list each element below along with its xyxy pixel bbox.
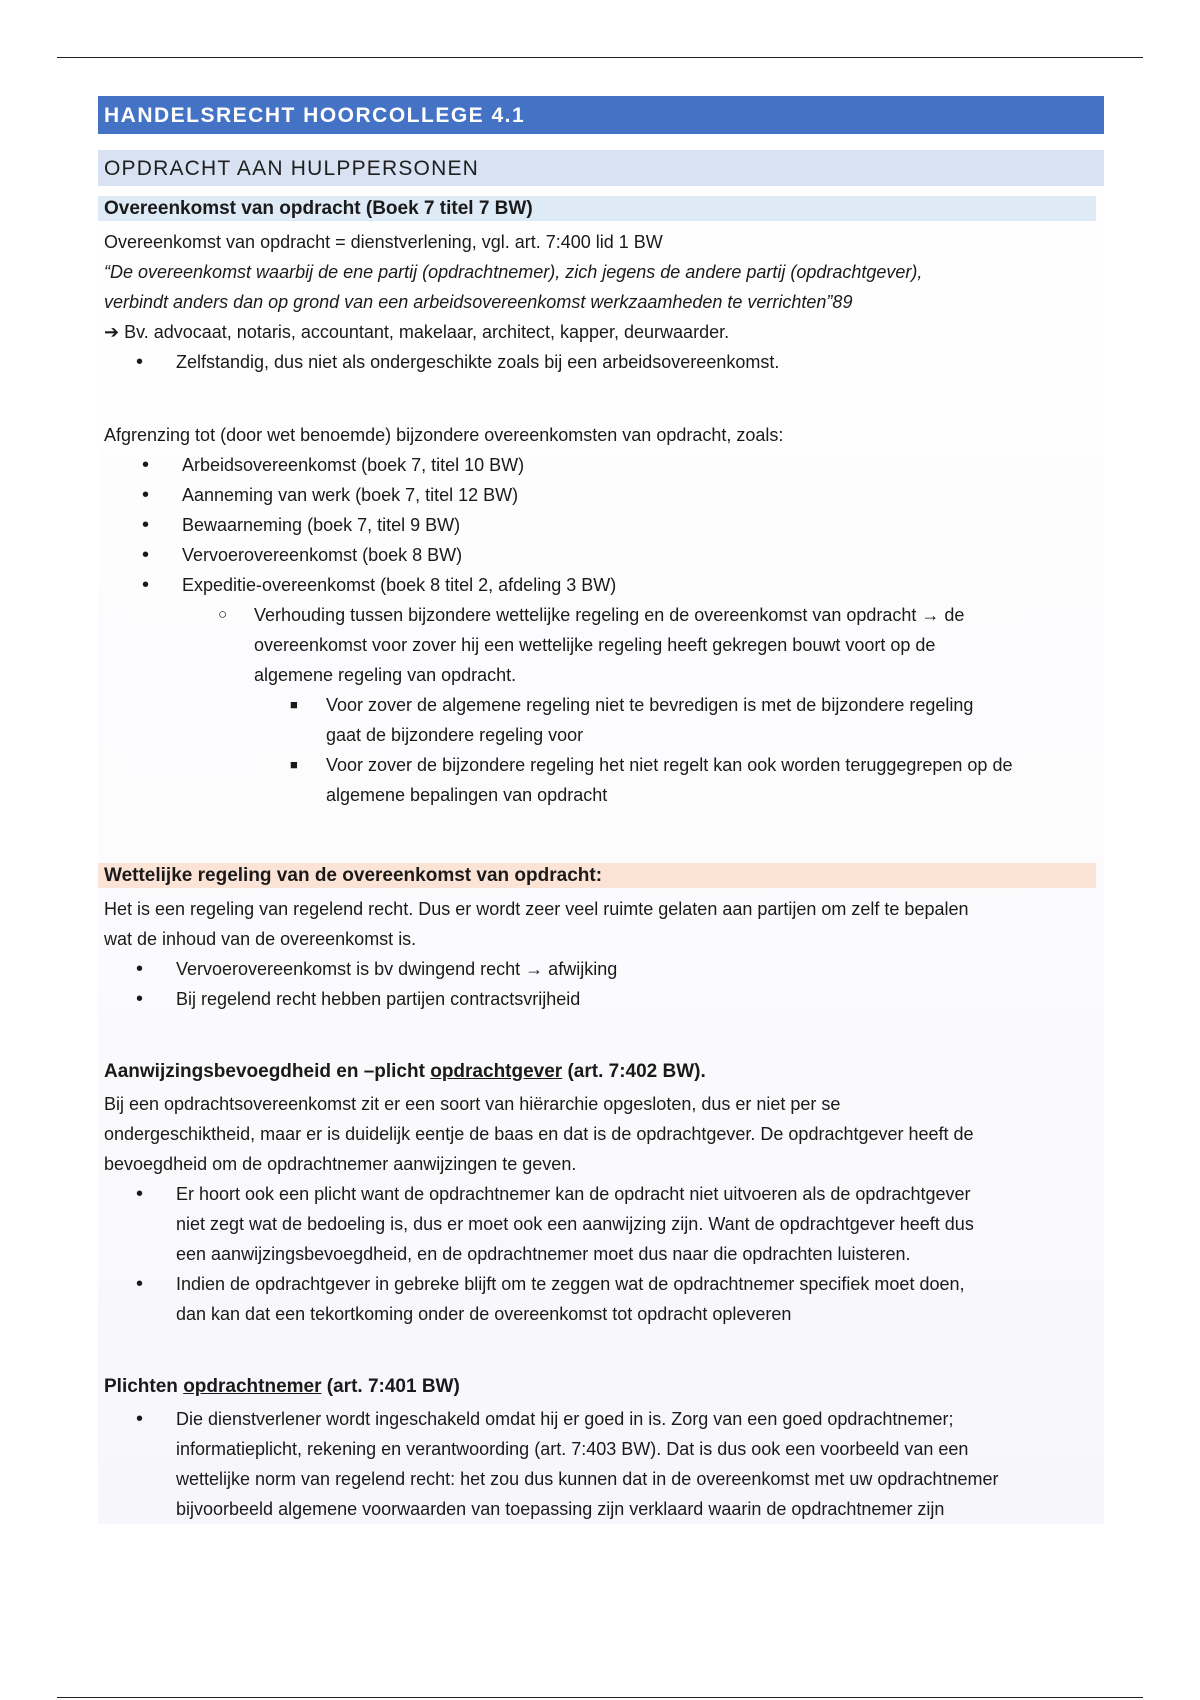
list-item: • Zelfstandig, dus niet als ondergeschikte zoals bij een arbeidsovereenkomst. [98,347,1104,377]
sub-list-item-cont: overeenkomst voor zover hij een wettelijke regeling heeft gekregen bouwt voort op de [254,635,936,655]
circle-bullet-icon: ○ [218,606,228,623]
list-item: • Aanneming van werk (boek 7, titel 12 BW) [98,480,1104,510]
bottom-rule [57,1697,1143,1698]
square-bullet-icon: ■ [290,697,298,712]
list-item-cont: een aanwijzingsbevoegdheid, en de opdrachtnemer moet dus naar die opdrachten luisteren. [176,1244,911,1264]
bullet-icon: • [136,351,144,373]
heading-aanwijzingsbevoegdheid: Aanwijzingsbevoegdheid en –plicht opdrachtgever (art. 7:402 BW). [104,1061,706,1082]
section-title: OPDRACHT AAN HULPPERSONEN [98,150,1104,186]
list-item: • Vervoerovereenkomst (boek 8 BW) [98,540,1104,570]
examples-line: ➔ Bv. advocaat, notaris, accountant, makelaar, architect, kapper, deurwaarder. [104,322,730,342]
list-item-cont: bijvoorbeeld algemene voorwaarden van toepassing zijn verklaard waarin de opdrachtnemer zijn [176,1499,945,1519]
list-item-cont: informatieplicht, rekening en verantwoording (art. 7:403 BW). Dat is dus ook een voorbeeld van een [176,1439,969,1459]
bijzondere-overeenkomsten-list [98,450,1104,810]
bullet-icon: • [136,1408,144,1430]
list-item-cont: wettelijke norm van regelend recht: het zou dus kunnen dat in de overeenkomst met uw opdrachtnemer [176,1469,999,1489]
document-page [98,96,1104,1524]
quote-line: verbindt anders dan op grond van een arbeidsovereenkomst werkzaamheden te verrichten”89 [104,292,853,312]
bullet-icon: • [142,574,150,596]
paragraph-line: ondergeschiktheid, maar er is duidelijk eentje de baas en dat is de opdrachtgever. De opdrachtgever heeft de [104,1124,974,1144]
list-item-cont: dan kan dat een tekortkoming onder de overeenkomst tot opdracht opleveren [176,1304,792,1324]
quote-line: “De overeenkomst waarbij de ene partij (opdrachtnemer), zich jegens de andere partij (opdrachtgever), [104,262,923,282]
list-item-cont: niet zegt wat de bedoeling is, dus er moet ook een aanwijzing zijn. Want de opdrachtgever heeft dus [176,1214,974,1234]
bullet-icon: • [136,958,144,980]
top-rule [57,57,1143,58]
bullet-icon: • [142,484,150,506]
heading-plichten-opdrachtnemer: Plichten opdrachtnemer (art. 7:401 BW) [104,1376,460,1397]
bullet-list [98,1179,1104,1329]
afgrenzing-intro: Afgrenzing tot (door wet benoemde) bijzondere overeenkomsten van opdracht, zoals: [104,425,784,445]
sub-list-item-cont: algemene regeling van opdracht. [254,665,517,685]
list-item: • Expeditie-overeenkomst (boek 8 titel 2, afdeling 3 BW) [98,570,1104,600]
bullet-list [98,1404,1104,1524]
bullet-icon: • [136,988,144,1010]
subsub-list-item-cont: gaat de bijzondere regeling voor [326,725,584,745]
list-item: • Vervoerovereenkomst is bv dwingend recht → afwijking [98,954,1104,984]
list-item: • Er hoort ook een plicht want de opdrachtnemer kan de opdracht niet uitvoeren als de opdrachtgever [98,1179,1104,1209]
paragraph-line: bevoegdheid om de opdrachtnemer aanwijzingen te geven. [104,1154,577,1174]
subsub-list-item: ■ Voor zover de algemene regeling niet te bevredigen is met de bijzondere regeling [98,690,1104,720]
document-title: HANDELSRECHT HOORCOLLEGE 4.1 [98,96,1104,134]
subsub-list-item-cont: algemene bepalingen van opdracht [326,785,608,805]
bullet-icon: • [142,544,150,566]
bullet-icon: • [142,514,150,536]
heading-overeenkomst-van-opdracht: Overeenkomst van opdracht (Boek 7 titel 7 BW) [98,196,1096,221]
bullet-list [98,954,1104,1014]
sub-list-item: ○ Verhouding tussen bijzondere wettelijke regeling en de overeenkomst van opdracht → de [98,600,1104,630]
list-item: • Bij regelend recht hebben partijen contractsvrijheid [98,984,1104,1014]
heading-wettelijke-regeling: Wettelijke regeling van de overeenkomst van opdracht: [98,863,1096,888]
bullet-icon: • [136,1183,144,1205]
list-item: • Indien de opdrachtgever in gebreke blijft om te zeggen wat de opdrachtnemer specifiek moet doen, [98,1269,1104,1299]
bullet-icon: • [136,1273,144,1295]
list-item: • Bewaarneming (boek 7, titel 9 BW) [98,510,1104,540]
square-bullet-icon: ■ [290,757,298,772]
paragraph-line: wat de inhoud van de overeenkomst is. [104,929,417,949]
paragraph-line: Het is een regeling van regelend recht. Dus er wordt zeer veel ruimte gelaten aan partijen om zelf te bepalen [104,899,969,919]
list-item: • Arbeidsovereenkomst (boek 7, titel 10 BW) [98,450,1104,480]
bullet-list [98,347,1104,377]
list-item: • Die dienstverlener wordt ingeschakeld omdat hij er goed in is. Zorg van een goed opdrachtnemer; [98,1404,1104,1434]
subsub-list-item: ■ Voor zover de bijzondere regeling het niet regelt kan ook worden teruggegrepen op de [98,750,1104,780]
definition-line: Overeenkomst van opdracht = dienstverlening, vgl. art. 7:400 lid 1 BW [104,232,663,252]
bullet-icon: • [142,454,150,476]
paragraph-line: Bij een opdrachtsovereenkomst zit er een soort van hiërarchie opgesloten, dus er niet per se [104,1094,841,1114]
